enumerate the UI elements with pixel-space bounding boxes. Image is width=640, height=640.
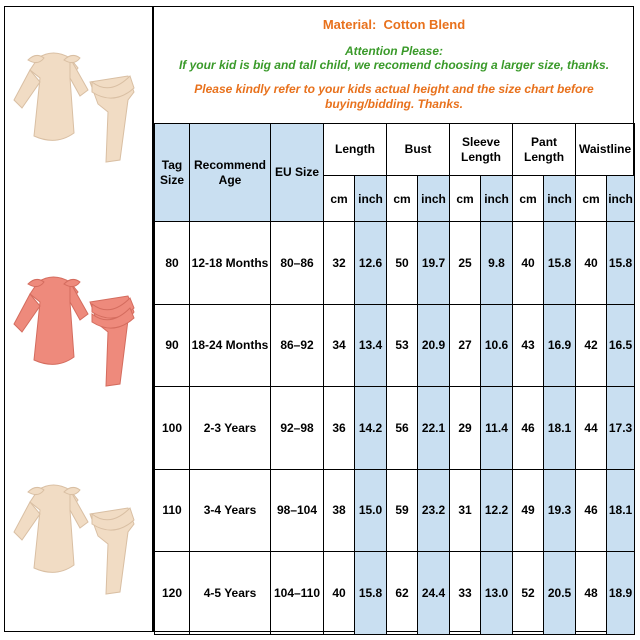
tag-size-cell: 80 <box>155 222 190 305</box>
sleeve-inch-cell: 12.2 <box>481 469 513 552</box>
tag-size-cell: 100 <box>155 387 190 470</box>
length-cm-cell: 34 <box>324 304 355 387</box>
unit-inch: inch <box>544 176 576 222</box>
size-table <box>154 123 635 635</box>
sleeve-cm-cell: 29 <box>450 387 481 470</box>
bust-cm-cell: 56 <box>387 387 418 470</box>
pant-cm-cell: 40 <box>513 222 544 305</box>
waist-inch-cell: 17.3 <box>607 387 635 470</box>
waist-inch-cell: 18.1 <box>607 469 635 552</box>
waist-inch-cell: 15.8 <box>607 222 635 305</box>
unit-inch: inch <box>418 176 450 222</box>
eu-size-cell: 92–98 <box>271 387 324 470</box>
pant-inch-cell: 19.3 <box>544 469 576 552</box>
refer-line-2: buying/bidding. Thanks. <box>325 97 463 111</box>
size-chart-header <box>154 6 634 123</box>
waist-cm-cell: 42 <box>576 304 607 387</box>
length-cm-cell: 38 <box>324 469 355 552</box>
waist-cm-cell: 40 <box>576 222 607 305</box>
eu-size-cell: 80–86 <box>271 222 324 305</box>
bust-cm-cell: 53 <box>387 304 418 387</box>
pant-cm-cell: 52 <box>513 552 544 635</box>
beige-outfit-image <box>8 470 148 600</box>
refer-line-1: Please kindly refer to your kids actual height and the size chart before <box>194 82 594 96</box>
waist-cm-cell: 44 <box>576 387 607 470</box>
table-row <box>155 469 635 552</box>
pant-cm-cell: 46 <box>513 387 544 470</box>
bust-inch-cell: 23.2 <box>418 469 450 552</box>
sleeve-cm-cell: 27 <box>450 304 481 387</box>
bust-cm-cell: 62 <box>387 552 418 635</box>
table-row <box>155 387 635 470</box>
header-recommend-age: Recommend Age <box>190 124 271 222</box>
length-cm-cell: 36 <box>324 387 355 470</box>
waist-cm-cell: 46 <box>576 469 607 552</box>
coral-outfit-image <box>8 262 148 392</box>
tag-size-cell: 120 <box>155 552 190 635</box>
tag-size-cell: 110 <box>155 469 190 552</box>
refer-note <box>154 82 634 112</box>
material-value: Cotton Blend <box>383 17 466 32</box>
header-tag-size: Tag Size <box>155 124 190 222</box>
sleeve-cm-cell: 25 <box>450 222 481 305</box>
table-row <box>155 552 635 635</box>
length-inch-cell: 12.6 <box>355 222 387 305</box>
material-label: Material: <box>322 17 377 32</box>
unit-inch: inch <box>355 176 387 222</box>
pant-inch-cell: 16.9 <box>544 304 576 387</box>
bust-cm-cell: 59 <box>387 469 418 552</box>
beige-outfit-image <box>8 38 148 168</box>
age-cell: 3-4 Years <box>190 469 271 552</box>
length-inch-cell: 15.8 <box>355 552 387 635</box>
pant-cm-cell: 49 <box>513 469 544 552</box>
header-waistline: Waistline <box>576 124 635 176</box>
sleeve-inch-cell: 10.6 <box>481 304 513 387</box>
unit-cm: cm <box>387 176 418 222</box>
bust-inch-cell: 22.1 <box>418 387 450 470</box>
waist-inch-cell: 18.9 <box>607 552 635 635</box>
bust-inch-cell: 19.7 <box>418 222 450 305</box>
header-bust: Bust <box>387 124 450 176</box>
attention-title: Attention Please: <box>344 44 443 58</box>
length-inch-cell: 13.4 <box>355 304 387 387</box>
bust-cm-cell: 50 <box>387 222 418 305</box>
length-cm-cell: 32 <box>324 222 355 305</box>
pant-inch-cell: 18.1 <box>544 387 576 470</box>
length-cm-cell: 40 <box>324 552 355 635</box>
unit-inch: inch <box>481 176 513 222</box>
header-length: Length <box>324 124 387 176</box>
header-sleeve-length: Sleeve Length <box>450 124 513 176</box>
header-eu-size: EU Size <box>271 124 324 222</box>
bust-inch-cell: 24.4 <box>418 552 450 635</box>
length-inch-cell: 14.2 <box>355 387 387 470</box>
header-pant-length: Pant Length <box>513 124 576 176</box>
table-row <box>155 222 635 305</box>
eu-size-cell: 98–104 <box>271 469 324 552</box>
age-cell: 12-18 Months <box>190 222 271 305</box>
waist-cm-cell: 48 <box>576 552 607 635</box>
eu-size-cell: 104–110 <box>271 552 324 635</box>
eu-size-cell: 86–92 <box>271 304 324 387</box>
tag-size-cell: 90 <box>155 304 190 387</box>
unit-inch: inch <box>607 176 635 222</box>
unit-cm: cm <box>324 176 355 222</box>
pant-cm-cell: 43 <box>513 304 544 387</box>
sleeve-cm-cell: 33 <box>450 552 481 635</box>
unit-cm: cm <box>450 176 481 222</box>
waist-inch-cell: 16.5 <box>607 304 635 387</box>
sleeve-cm-cell: 31 <box>450 469 481 552</box>
age-cell: 2-3 Years <box>190 387 271 470</box>
table-row <box>155 304 635 387</box>
pant-inch-cell: 15.8 <box>544 222 576 305</box>
sleeve-inch-cell: 13.0 <box>481 552 513 635</box>
age-cell: 4-5 Years <box>190 552 271 635</box>
length-inch-cell: 15.0 <box>355 469 387 552</box>
bust-inch-cell: 20.9 <box>418 304 450 387</box>
sleeve-inch-cell: 11.4 <box>481 387 513 470</box>
sleeve-inch-cell: 9.8 <box>481 222 513 305</box>
pant-inch-cell: 20.5 <box>544 552 576 635</box>
unit-cm: cm <box>576 176 607 222</box>
age-cell: 18-24 Months <box>190 304 271 387</box>
attention-text: If your kid is big and tall child, we recomend choosing a larger size, thanks. <box>178 58 610 72</box>
unit-cm: cm <box>513 176 544 222</box>
material-line <box>154 17 634 32</box>
